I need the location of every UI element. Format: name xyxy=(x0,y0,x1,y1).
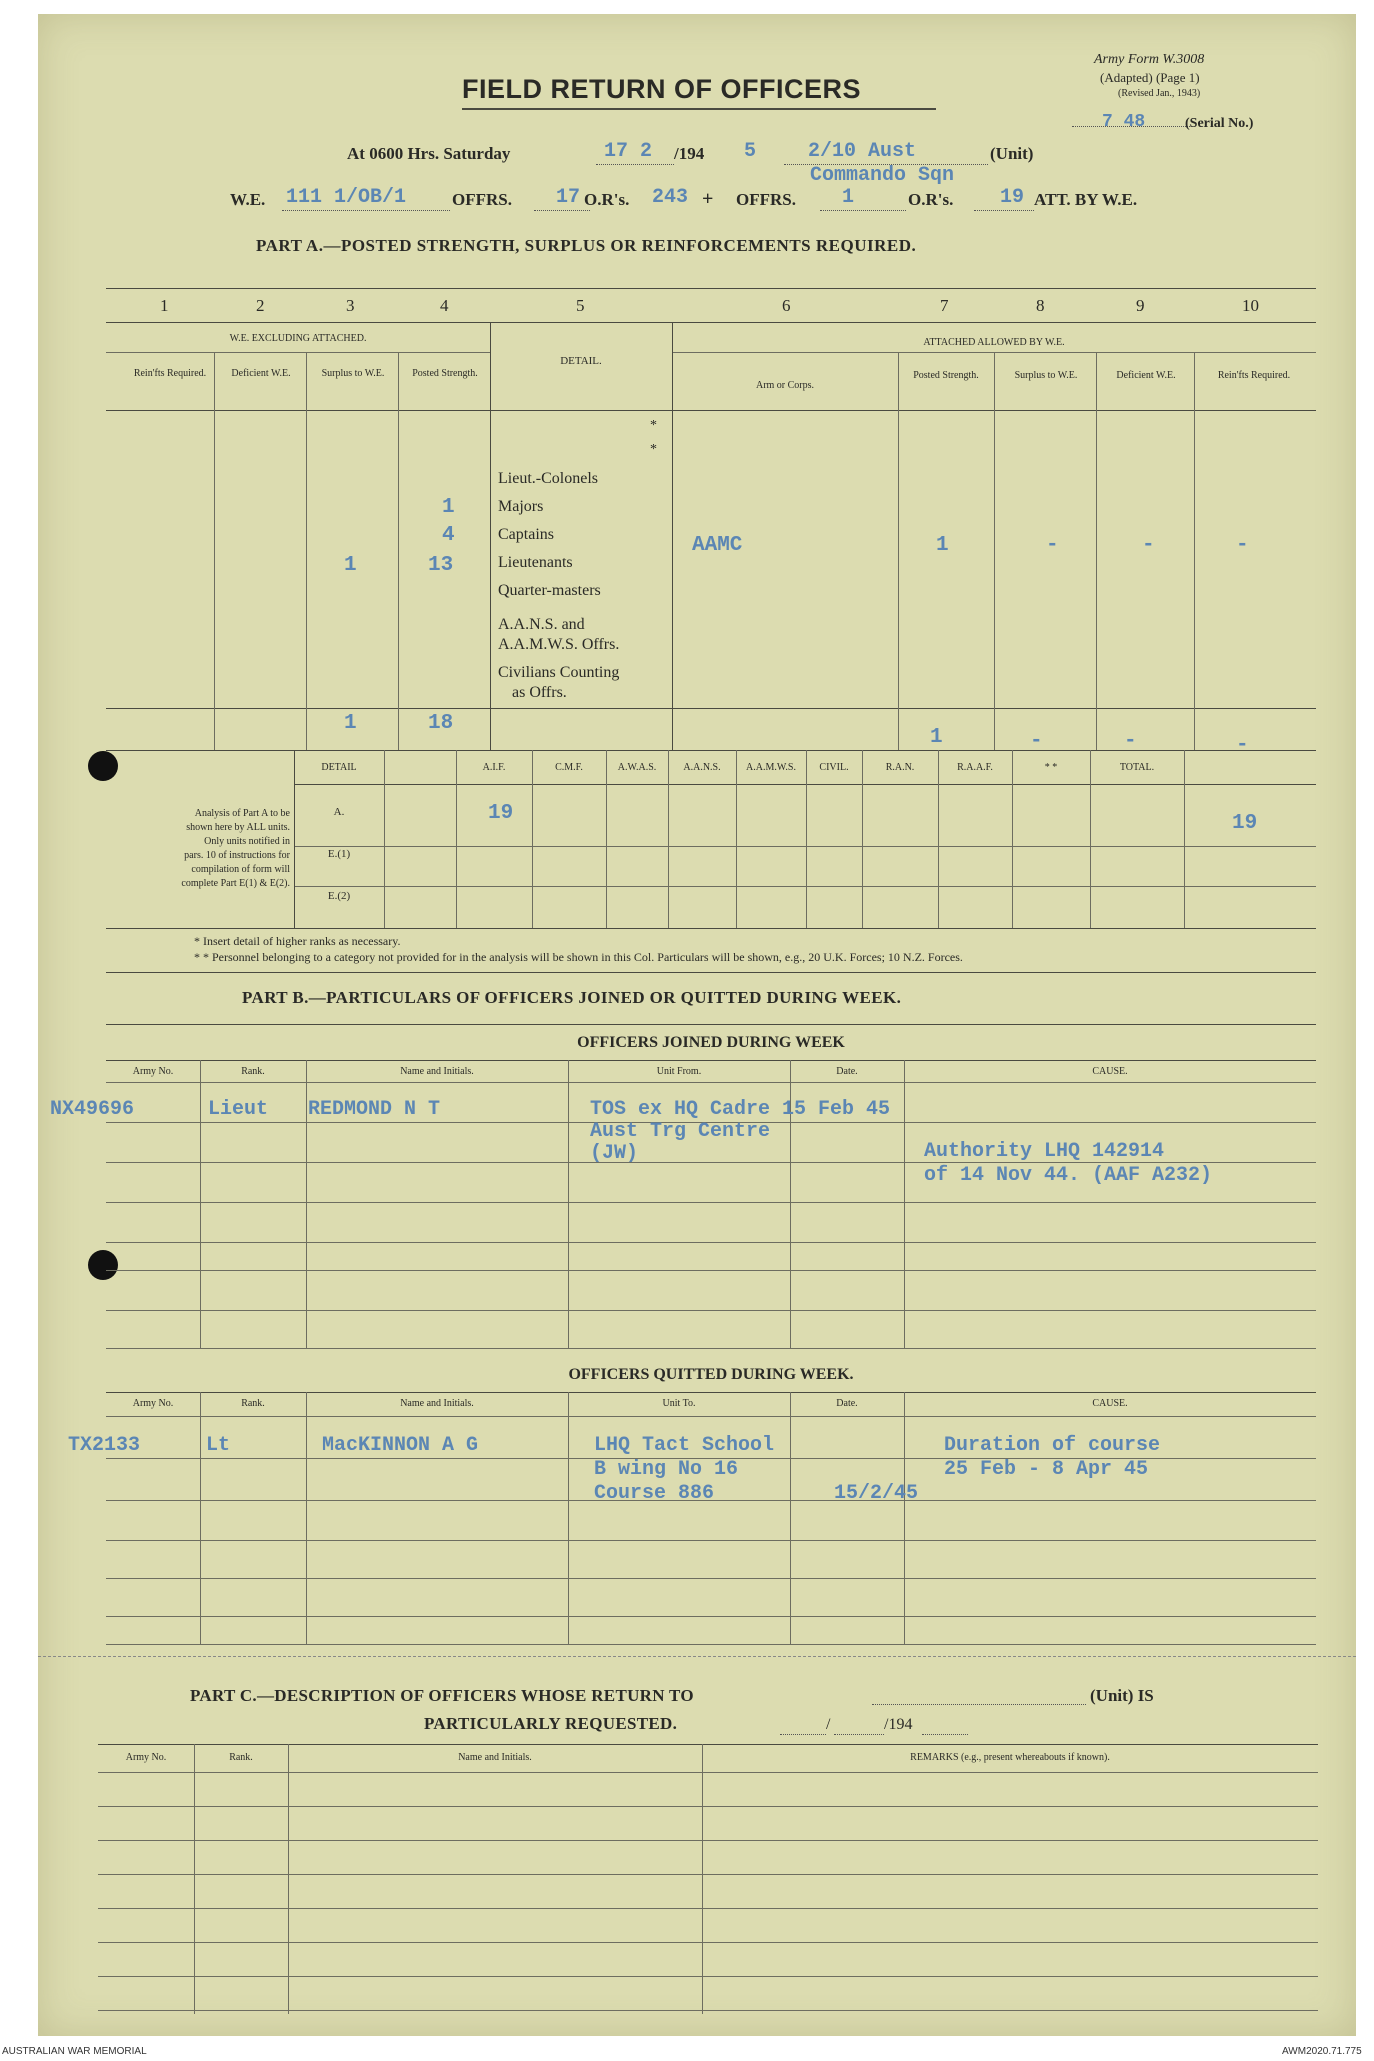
quitted-title: OFFICERS QUITTED DURING WEEK. xyxy=(568,1366,854,1383)
quitted-col-header: Name and Initials. xyxy=(400,1398,474,1409)
joined-title: OFFICERS JOINED DURING WEEK xyxy=(577,1034,845,1051)
part-c-col-header: Rank. xyxy=(229,1752,253,1763)
joined-unit-line2: Aust Trg Centre xyxy=(590,1120,771,1143)
plus-sign: + xyxy=(702,188,714,210)
aif-a-value: 19 xyxy=(488,802,514,825)
total-attached-surplus: - xyxy=(1030,730,1043,753)
col9-header: Deficient W.E. xyxy=(1116,370,1176,381)
joined-cause-line1: Authority LHQ 142914 xyxy=(924,1140,1165,1163)
punch-hole-bottom xyxy=(88,1250,118,1280)
col6-header: Arm or Corps. xyxy=(755,380,815,391)
year-prefix: /194 xyxy=(674,144,705,163)
captains-posted: 4 xyxy=(442,524,455,547)
quitted-rank: Lt xyxy=(206,1434,231,1457)
offrs2-value: 1 xyxy=(842,186,855,209)
year-digit: 5 xyxy=(744,140,757,163)
joined-rank: Lieut xyxy=(208,1098,269,1121)
analysis-col-header: TOTAL. xyxy=(1119,762,1155,773)
serial-value: 7 48 xyxy=(1102,112,1146,132)
quitted-cause-line2: 25 Feb - 8 Apr 45 xyxy=(944,1458,1149,1481)
total-attached-posted: 1 xyxy=(930,726,943,749)
col4-header: Posted Strength. xyxy=(412,368,478,379)
ors-value: 243 xyxy=(652,186,689,209)
column-number: 8 xyxy=(1036,296,1045,315)
part-c-year: /194 xyxy=(884,1716,913,1733)
attached-deficient: - xyxy=(1142,534,1155,557)
analysis-row-label: E.(1) xyxy=(327,848,351,860)
analysis-col-header: A.A.N.S. xyxy=(683,762,721,773)
part-b-title: PART B.—PARTICULARS OF OFFICERS JOINED OR QUITTED DURING WEEK. xyxy=(242,988,902,1007)
attached-header: ATTACHED ALLOWED BY W.E. xyxy=(923,337,1065,348)
rank-label: Lieut.-Colonels xyxy=(498,470,598,487)
quitted-cause-line1: Duration of course xyxy=(944,1434,1161,1457)
rank-label: Quarter-masters xyxy=(498,582,601,599)
part-c-col-header: Army No. xyxy=(125,1752,167,1763)
attached-surplus: - xyxy=(1046,534,1059,557)
star-2: * xyxy=(650,442,657,457)
form-revised: (Revised Jan., 1943) xyxy=(1118,88,1201,99)
part-c-slash: / xyxy=(826,1716,831,1733)
offrs-label: OFFRS. xyxy=(452,190,512,209)
punch-hole-top xyxy=(88,751,118,781)
unit-value: 2/10 Aust xyxy=(808,140,917,163)
analysis-note-line: shown here by ALL units. xyxy=(186,822,290,833)
analysis-note-line: complete Part E(1) & E(2). xyxy=(181,878,290,889)
analysis-col-header: R.A.A.F. xyxy=(957,762,993,773)
quitted-unit-line3: Course 886 xyxy=(594,1482,715,1505)
footnote-2: * * Personnel belonging to a category not provided for in the analysis will be shown in this Col. Particulars will be shown, e.g., 20 U.K. Forces; 10 N.Z. Forces. xyxy=(194,950,963,964)
col3-header: Surplus to W.E. xyxy=(321,368,385,379)
part-c-col-header: Name and Initials. xyxy=(458,1752,532,1763)
form-number: Army Form W.3008 xyxy=(1094,52,1205,67)
analysis-note-line: Analysis of Part A to be xyxy=(194,808,290,819)
joined-unit-line3: (JW) xyxy=(590,1142,639,1165)
joined-army-no: NX49696 xyxy=(50,1098,135,1121)
form-title: FIELD RETURN OF OFFICERS xyxy=(462,74,861,104)
lieutenants-posted: 13 xyxy=(428,554,454,577)
joined-col-header: Date. xyxy=(836,1066,858,1077)
we-excluding-header: W.E. EXCLUDING ATTACHED. xyxy=(229,333,367,344)
part-c-title-line2: PARTICULARLY REQUESTED. xyxy=(424,1714,678,1733)
majors-posted: 1 xyxy=(442,496,455,519)
joined-col-header: Unit From. xyxy=(656,1066,702,1077)
column-number: 1 xyxy=(160,296,169,315)
form-paper xyxy=(38,14,1356,2036)
quitted-col-header: CAUSE. xyxy=(1092,1398,1128,1409)
ors2-label: O.R's. xyxy=(908,190,954,209)
column-number: 2 xyxy=(256,296,265,315)
joined-col-header: CAUSE. xyxy=(1092,1066,1128,1077)
quitted-army-no: TX2133 xyxy=(68,1434,141,1457)
att-label: ATT. BY W.E. xyxy=(1034,190,1138,209)
rank-label: Civilians Counting xyxy=(498,664,620,681)
total-surplus: 1 xyxy=(344,712,357,735)
we-value: 111 1/OB/1 xyxy=(286,186,407,209)
column-number: 6 xyxy=(782,296,791,315)
arm-corps-value: AAMC xyxy=(692,534,743,557)
column-number: 7 xyxy=(940,296,949,315)
analysis-note-line: compilation of form will xyxy=(191,864,290,875)
rank-label: Captains xyxy=(498,526,554,543)
column-number: 5 xyxy=(576,296,585,315)
rank-label: as Offrs. xyxy=(512,684,567,701)
column-number: 4 xyxy=(440,296,449,315)
ors-label: O.R's. xyxy=(584,190,630,209)
col7-header: Posted Strength. xyxy=(913,370,979,381)
analysis-col-header: CIVIL. xyxy=(819,762,849,773)
unit-label: (Unit) xyxy=(990,144,1034,163)
col8-header: Surplus to W.E. xyxy=(1014,370,1078,381)
analysis-col-header: DETAIL xyxy=(321,762,357,773)
total-attached-deficient: - xyxy=(1124,730,1137,753)
quitted-col-header: Army No. xyxy=(132,1398,174,1409)
detail-header: DETAIL. xyxy=(560,355,602,367)
attached-posted: 1 xyxy=(936,534,949,557)
ors2-value: 19 xyxy=(1000,186,1025,209)
lieutenants-surplus: 1 xyxy=(344,554,357,577)
analysis-row-label: E.(2) xyxy=(327,890,351,902)
joined-name: REDMOND N T xyxy=(308,1098,441,1121)
offrs-value: 17 xyxy=(556,186,581,209)
analysis-col-header: R.A.N. xyxy=(885,762,915,773)
at-label: At 0600 Hrs. Saturday xyxy=(347,144,511,163)
joined-cause-line2: of 14 Nov 44. (AAF A232) xyxy=(924,1164,1213,1187)
quitted-date: 15/2/45 xyxy=(834,1482,919,1505)
footnote-1: * Insert detail of higher ranks as necessary. xyxy=(194,934,401,948)
column-number: 10 xyxy=(1242,296,1259,315)
quitted-col-header: Unit To. xyxy=(662,1398,696,1409)
rank-label: Lieutenants xyxy=(498,554,573,571)
part-a-title: PART A.—POSTED STRENGTH, SURPLUS OR REINFORCEMENTS REQUIRED. xyxy=(256,236,917,255)
we-label: W.E. xyxy=(230,190,266,209)
rank-label: A.A.M.W.S. Offrs. xyxy=(498,636,620,653)
form-adapted: (Adapted) (Page 1) xyxy=(1100,70,1200,85)
footer-left: AUSTRALIAN WAR MEMORIAL xyxy=(2,2046,147,2057)
joined-col-header: Army No. xyxy=(132,1066,174,1077)
col2-header: Deficient W.E. xyxy=(231,368,291,379)
col10-header: Rein'fts Required. xyxy=(1217,370,1291,381)
date-value: 17 2 xyxy=(604,140,653,163)
part-c-col-header: REMARKS (e.g., present whereabouts if known). xyxy=(910,1752,1110,1763)
unit-value-line2: Commando Sqn xyxy=(810,164,955,187)
column-number: 3 xyxy=(346,296,355,315)
joined-col-header: Rank. xyxy=(241,1066,265,1077)
analysis-note-line: Only units notified in xyxy=(204,836,290,847)
part-c-unit-is: (Unit) IS xyxy=(1090,1686,1154,1705)
analysis-col-header: A.W.A.S. xyxy=(617,762,657,773)
quitted-unit-line1: LHQ Tact School xyxy=(594,1434,775,1457)
analysis-row-label: A. xyxy=(333,806,345,818)
rank-label: Majors xyxy=(498,498,544,515)
analysis-col-header: A.I.F. xyxy=(482,762,506,773)
attached-reinforcements: - xyxy=(1236,534,1249,557)
quitted-col-header: Date. xyxy=(836,1398,858,1409)
quitted-col-header: Rank. xyxy=(241,1398,265,1409)
star-1: * xyxy=(650,418,657,433)
joined-col-header: Name and Initials. xyxy=(400,1066,474,1077)
analysis-col-header: * * xyxy=(1044,762,1058,773)
analysis-col-header: A.A.M.W.S. xyxy=(746,762,796,773)
serial-label: (Serial No.) xyxy=(1185,116,1254,131)
total-a-value: 19 xyxy=(1232,812,1258,835)
quitted-name: MacKINNON A G xyxy=(322,1434,479,1457)
analysis-note-line: pars. 10 of instructions for xyxy=(184,850,290,861)
col1-header: Rein'fts Required. xyxy=(133,368,207,379)
part-c-title: PART C.—DESCRIPTION OF OFFICERS WHOSE RETURN TO xyxy=(190,1686,694,1705)
offrs2-label: OFFRS. xyxy=(736,190,796,209)
total-attached-reinforcements: - xyxy=(1236,734,1249,757)
quitted-unit-line2: B wing No 16 xyxy=(594,1458,739,1481)
analysis-col-header: C.M.F. xyxy=(555,762,583,773)
total-posted: 18 xyxy=(428,712,454,735)
rank-label: A.A.N.S. and xyxy=(498,616,585,633)
joined-unit-line1: TOS ex HQ Cadre 15 Feb 45 xyxy=(590,1098,891,1121)
column-number: 9 xyxy=(1136,296,1145,315)
footer-right: AWM2020.71.775 xyxy=(1282,2046,1362,2057)
